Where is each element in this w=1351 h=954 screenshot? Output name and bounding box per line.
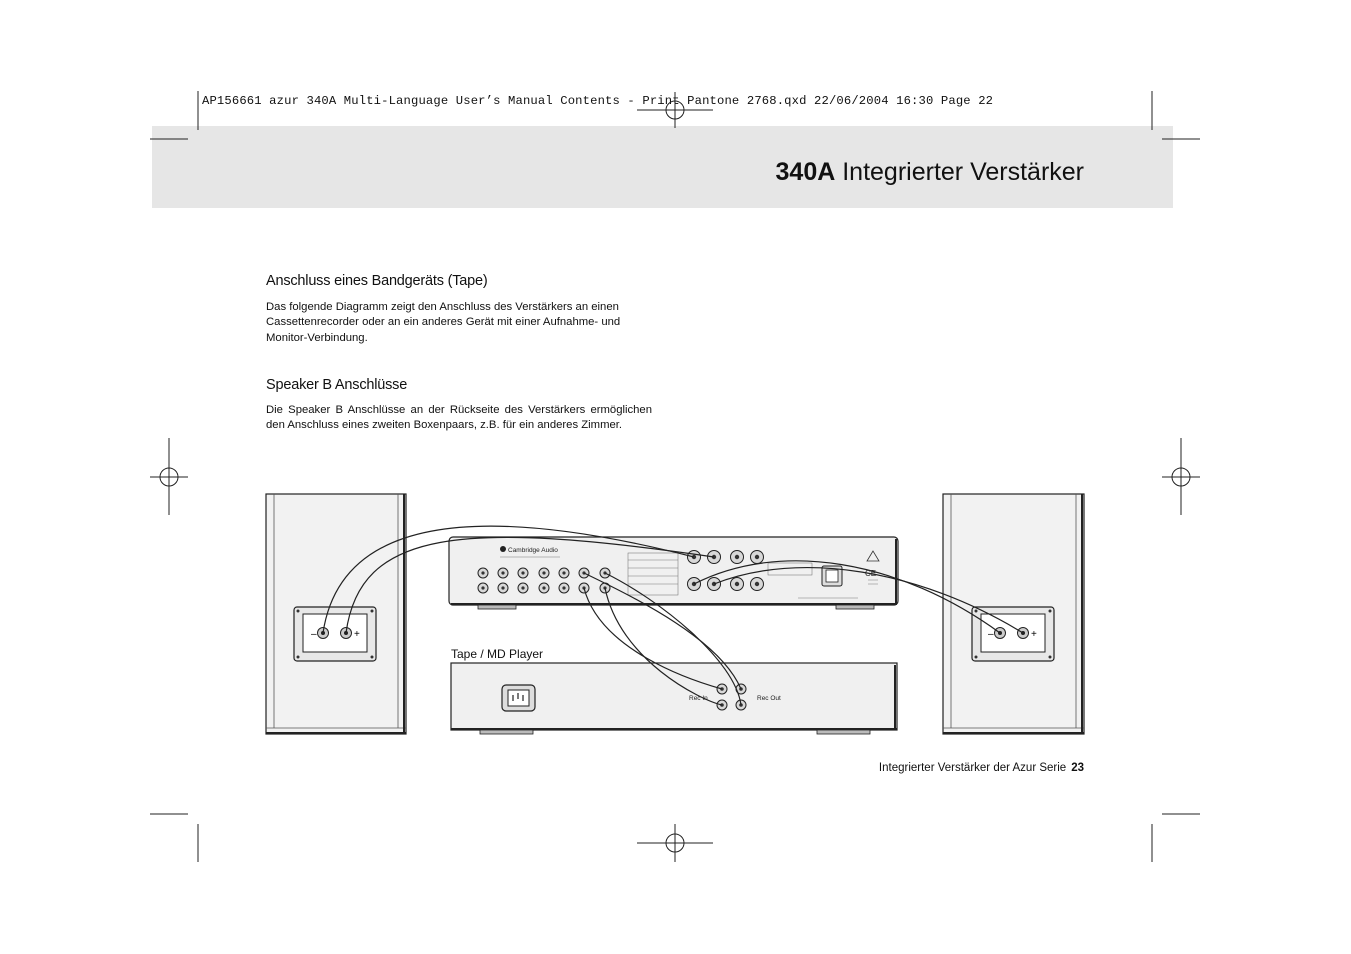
amplifier-brand-label: Cambridge Audio: [508, 547, 558, 554]
left-terminal-plus: +: [354, 629, 360, 640]
ce-mark: CE: [865, 569, 877, 578]
section-body-tape: Das folgende Diagramm zeigt den Anschluss des Verstärkers an einen Cassettenrecorder oder an ein anderes Gerät mit einer Aufnahme- und Monitor-Verbindung.: [266, 301, 621, 344]
rec-out-label: Rec Out: [757, 695, 781, 702]
left-terminal-minus: –: [311, 629, 317, 640]
title-text: Integrierter Verstärker: [842, 158, 1084, 186]
registration-mark-right: [1162, 438, 1200, 515]
right-terminal-minus: –: [988, 629, 994, 640]
rec-in-label: Rec In: [689, 695, 708, 702]
crop-marks: [150, 91, 1200, 862]
section-heading-tape: Anschluss eines Bandgeräts (Tape): [266, 273, 488, 289]
registration-mark-top: [637, 92, 713, 128]
section-body-speaker-b: Die Speaker B Anschlüsse an der Rückseite des Verstärkers ermöglichen den Anschluss eines zweiten Boxenpaars, z.B. für ein anderes Zimmer.: [266, 404, 652, 432]
print-slug-line: AP156661 azur 340A Multi-Language User’s Manual Contents - Print Pantone 2768.qxd 22/06/2004 16:30 Page 22: [202, 94, 994, 108]
registration-mark-left: [150, 438, 188, 515]
title-model: 340A: [775, 158, 836, 186]
tape-md-player: [451, 663, 897, 734]
right-speaker: [943, 494, 1084, 734]
footer-text: Integrierter Verstärker der Azur Serie: [878, 762, 1067, 774]
right-terminal-plus: +: [1031, 629, 1037, 640]
registration-mark-bottom: [637, 824, 713, 862]
brand-logo-icon: [500, 546, 506, 552]
page-number: 23: [1071, 762, 1084, 774]
left-speaker: [266, 494, 406, 734]
section-heading-speaker-b: Speaker B Anschlüsse: [266, 377, 408, 393]
tape-device-label: Tape / MD Player: [451, 647, 544, 661]
